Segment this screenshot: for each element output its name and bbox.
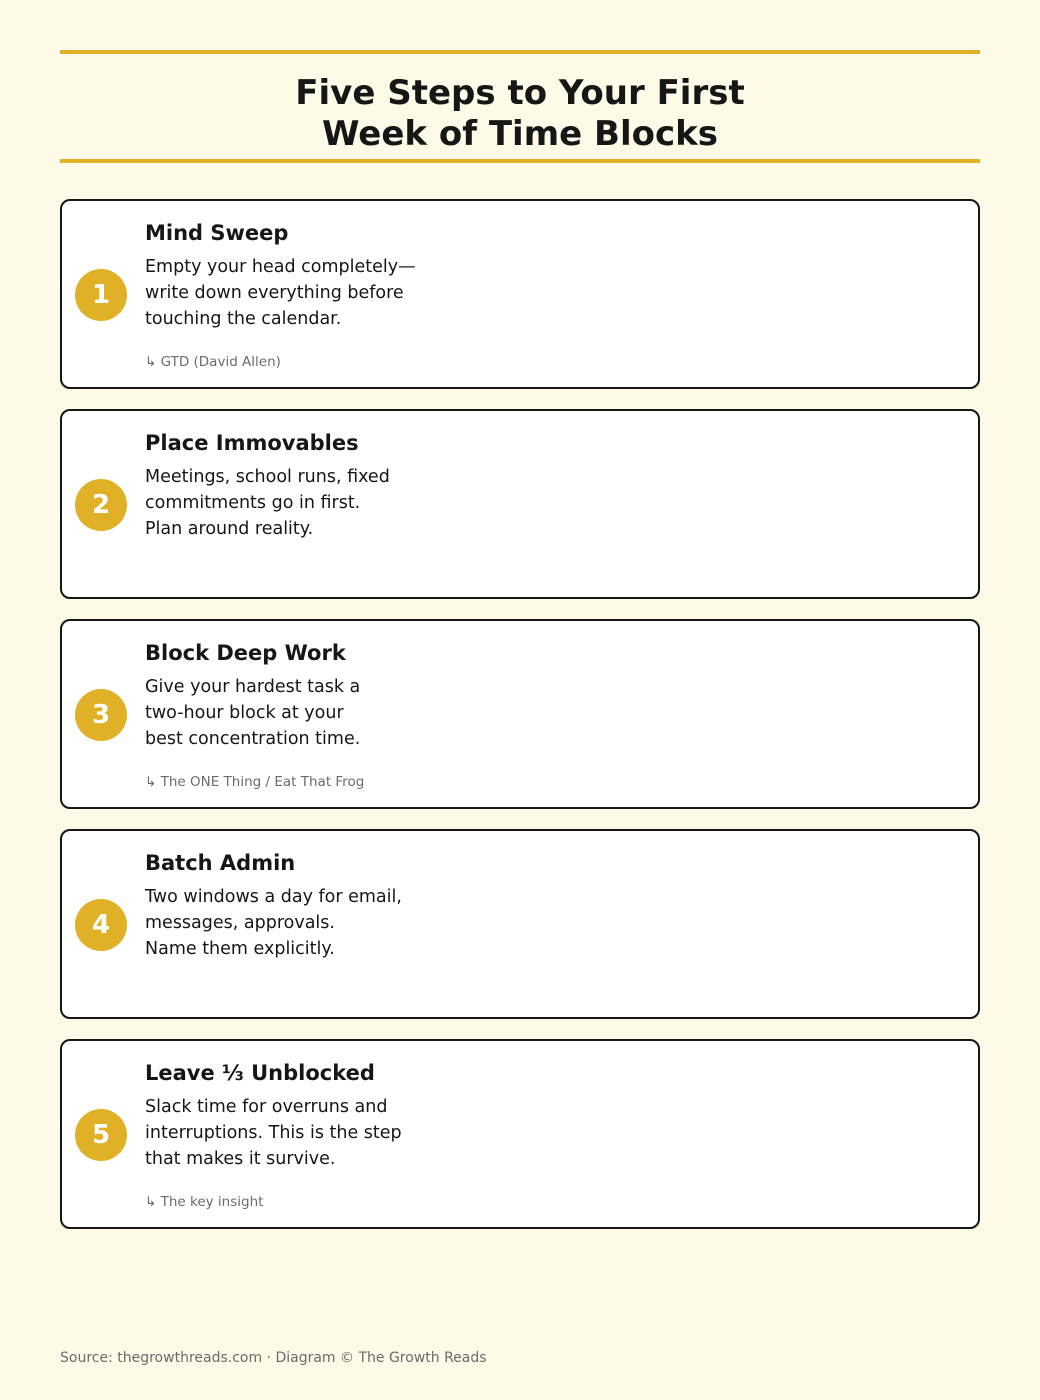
step-description	[145, 1094, 402, 1172]
step-description-line: two-hour block at your	[145, 703, 344, 723]
step-title: Batch Admin	[145, 851, 296, 875]
step-description	[145, 254, 416, 332]
step-number-badge: 1	[75, 269, 127, 321]
page-title-line-2: Week of Time Blocks	[322, 114, 718, 154]
step-description-line: Name them explicitly.	[145, 939, 335, 959]
step-description-line: Empty your head completely—	[145, 257, 416, 277]
step-number-badge: 3	[75, 689, 127, 741]
step-number-badge: 4	[75, 899, 127, 951]
step-description	[145, 674, 360, 752]
step-description-line: best concentration time.	[145, 729, 361, 749]
step-number-badge: 2	[75, 479, 127, 531]
page-title-line-1: Five Steps to Your First	[295, 73, 745, 113]
step-card-2	[60, 409, 980, 599]
step-description-line: Give your hardest task a	[145, 677, 361, 697]
step-description	[145, 464, 390, 542]
step-description-line: Meetings, school runs, fixed	[145, 467, 390, 487]
step-description	[145, 884, 402, 962]
step-title: Block Deep Work	[145, 641, 346, 665]
step-description-line: Slack time for overruns and	[145, 1097, 388, 1117]
title-bottom-rule	[60, 159, 980, 163]
step-card-3	[60, 619, 980, 809]
step-title: Place Immovables	[145, 431, 359, 455]
step-description-line: interruptions. This is the step	[145, 1123, 402, 1143]
step-source-note: ↳ The ONE Thing / Eat That Frog	[145, 774, 365, 790]
step-number-badge: 5	[75, 1109, 127, 1161]
step-title: Leave ⅓ Unblocked	[145, 1061, 375, 1085]
page-title	[60, 73, 980, 155]
step-description-line: messages, approvals.	[145, 913, 335, 933]
step-source-note: ↳ GTD (David Allen)	[145, 354, 281, 370]
step-description-line: write down everything before	[145, 283, 404, 303]
step-description-line: commitments go in first.	[145, 493, 361, 513]
step-title: Mind Sweep	[145, 221, 289, 245]
step-card-1	[60, 199, 980, 389]
step-description-line: Two windows a day for email,	[145, 887, 402, 907]
title-top-rule	[60, 50, 980, 54]
step-card-4	[60, 829, 980, 1019]
step-description-line: touching the calendar.	[145, 309, 342, 329]
step-description-line: Plan around reality.	[145, 519, 314, 539]
step-card-5	[60, 1039, 980, 1229]
footer-source-credit: Source: thegrowthreads.com · Diagram © The Growth Reads	[60, 1350, 487, 1366]
step-description-line: that makes it survive.	[145, 1149, 336, 1169]
steps-list	[60, 199, 980, 1249]
step-source-note: ↳ The key insight	[145, 1194, 264, 1210]
